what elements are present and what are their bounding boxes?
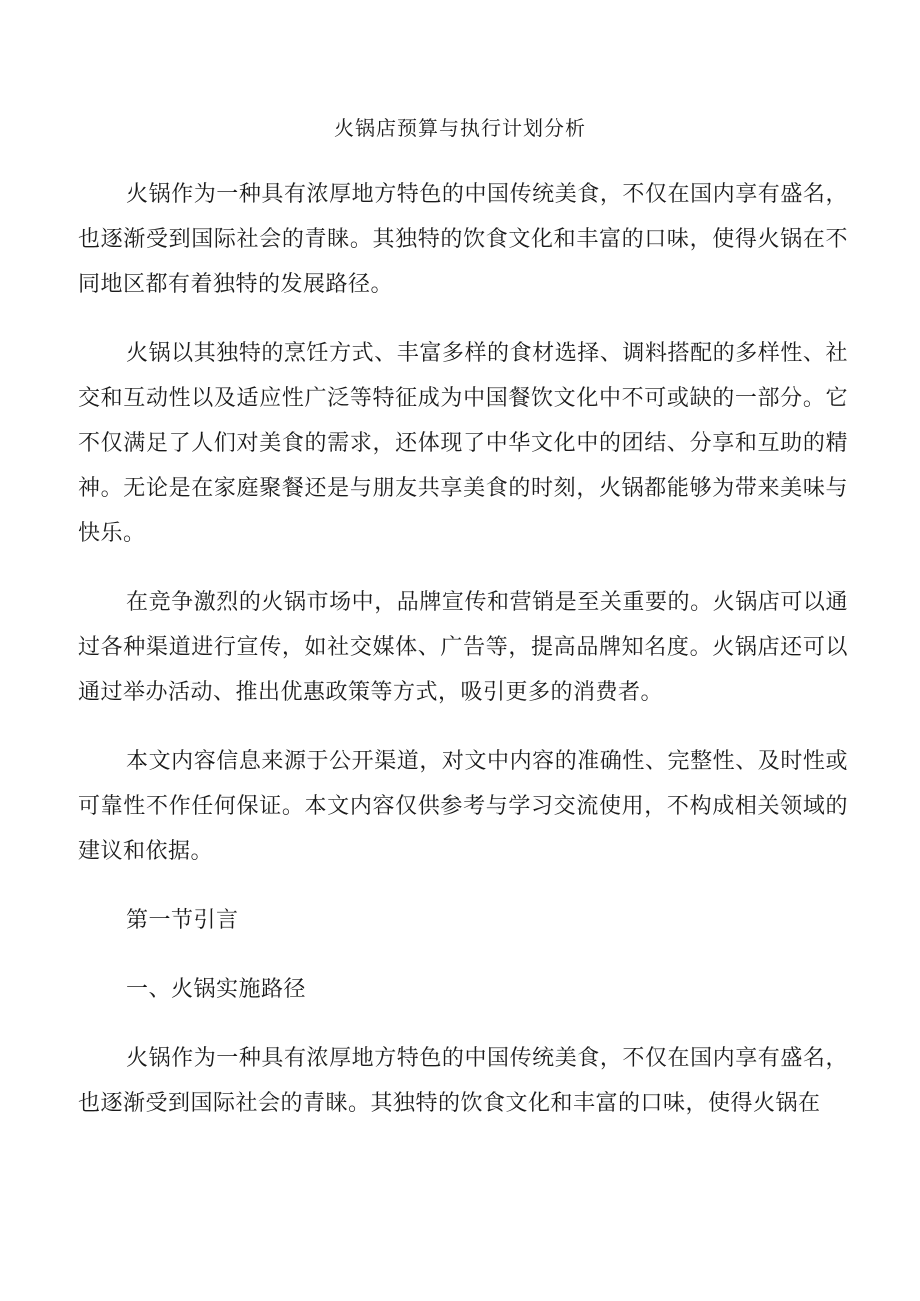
document-title: 火锅店预算与执行计划分析: [334, 116, 586, 140]
paragraph-intro: 火锅作为一种具有浓厚地方特色的中国传统美食，不仅在国内享有盛名，也逐渐受到国际社会的青睐。其独特的饮食文化和丰富的口味，使得火锅在不同地区都有着独特的发展路径。: [78, 182, 848, 297]
section-heading: 第一节引言: [126, 908, 239, 933]
paragraph-features: 火锅以其独特的烹饪方式、丰富多样的食材选择、调料搭配的多样性、社交和互动性以及适应性广泛等特征成为中国餐饮文化中不可或缺的一部分。它不仅满足了人们对美食的需求，还体现了中华文化中的团结、分享和互助的精神。无论是在家庭聚餐还是与朋友共享美食的时刻，火锅都能够为带来美味与快乐。: [78, 341, 848, 546]
document-body: [78, 172, 848, 1150]
paragraph-disclaimer: 本文内容信息来源于公开渠道，对文中内容的准确性、完整性、及时性或可靠性不作任何保证。本文内容仅供参考与学习交流使用，不构成相关领域的建议和依据。: [78, 749, 848, 864]
paragraph-marketing: 在竞争激烈的火锅市场中，品牌宣传和营销是至关重要的。火锅店可以通过各种渠道进行宣传，如社交媒体、广告等，提高品牌知名度。火锅店还可以通过举办活动、推出优惠政策等方式，吸引更多的消费者。: [78, 590, 848, 705]
subsection-heading: 一、火锅实施路径: [126, 977, 307, 1002]
paragraph-section-body: 火锅作为一种具有浓厚地方特色的中国传统美食，不仅在国内享有盛名，也逐渐受到国际社会的青睐。其独特的饮食文化和丰富的口味，使得火锅在: [78, 1046, 848, 1116]
